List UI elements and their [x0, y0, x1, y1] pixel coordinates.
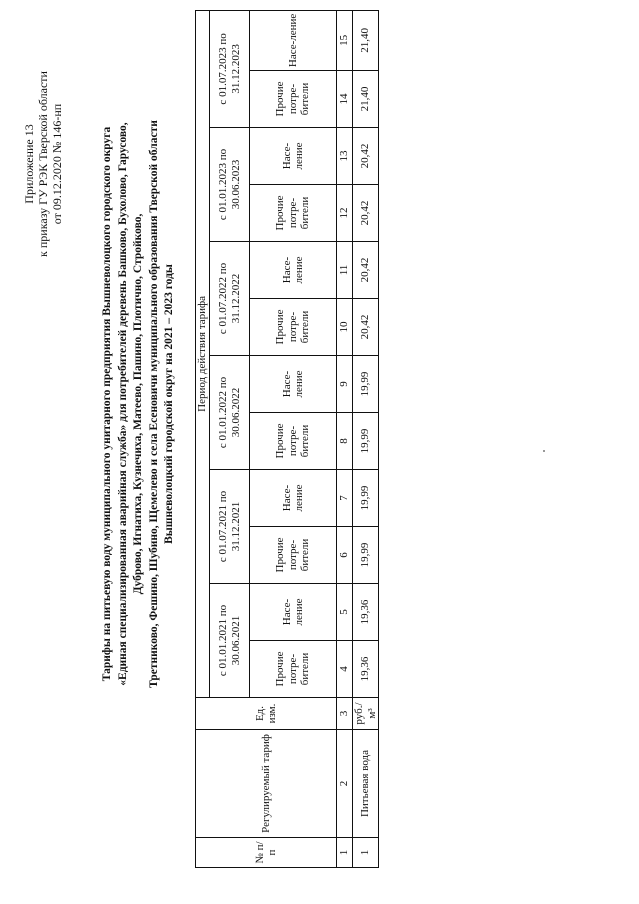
row-value: 19,99	[353, 413, 379, 470]
table-header-row-1	[196, 10, 210, 867]
tariff-table	[195, 10, 379, 868]
col-number: 13	[337, 128, 353, 185]
sub-other: Прочие потре-бители	[250, 413, 337, 470]
appendix-note	[22, 24, 64, 304]
row-value: 19,99	[353, 527, 379, 584]
col-number: 10	[337, 299, 353, 356]
table-row	[353, 10, 379, 867]
appendix-line-1: Приложение 13	[22, 124, 36, 204]
column-number-row	[337, 10, 353, 867]
period-2: с 01.07.2021 по 31.12.2021	[210, 470, 250, 584]
sub-population: Насе-ление	[250, 128, 337, 185]
period-6: с 01.07.2023 по 31.12.2023	[210, 10, 250, 127]
sub-other: Прочие потре-бители	[250, 641, 337, 698]
period-5: с 01.01.2023 по 30.06.2023	[210, 128, 250, 242]
sub-population: Насе-ление	[250, 584, 337, 641]
sub-other: Прочие потре-бители	[250, 71, 337, 128]
period-3: с 01.01.2022 по 30.06.2022	[210, 356, 250, 470]
col-number: 9	[337, 356, 353, 413]
sub-population: Насе-ление	[250, 242, 337, 299]
row-unit: руб./м³	[353, 698, 379, 730]
period-4: с 01.07.2022 по 31.12.2022	[210, 242, 250, 356]
row-value: 19,99	[353, 470, 379, 527]
col-number: 15	[337, 10, 353, 70]
scan-speck	[543, 450, 545, 452]
appendix-line-3: от 09.12.2020 № 146-нп	[50, 103, 64, 225]
appendix-line-2: к приказу ГУ РЭК Тверской области	[36, 71, 50, 257]
row-value: 19,36	[353, 641, 379, 698]
header-unit: Ед. изм.	[196, 698, 337, 730]
header-tariff: Регулируемый тариф	[196, 730, 337, 838]
row-tariff: Питьевая вода	[353, 730, 379, 838]
title-line-2: «Единая специализированная аварийная служба» для потребителей деревень Башково, Бухолово, Гарусово,	[116, 122, 129, 686]
row-value: 21,40	[353, 10, 379, 70]
sub-population: Насе-ление	[250, 10, 337, 70]
sub-other: Прочие потре-бители	[250, 527, 337, 584]
row-value: 21,40	[353, 71, 379, 128]
row-value: 19,36	[353, 584, 379, 641]
sub-population: Насе-ление	[250, 470, 337, 527]
title-line-5: Вышневолоцкий городской округ на 2021 – 2023 годы	[163, 264, 175, 544]
col-number: 1	[337, 838, 353, 868]
col-number: 2	[337, 730, 353, 838]
col-number: 7	[337, 470, 353, 527]
col-number: 4	[337, 641, 353, 698]
col-number: 6	[337, 527, 353, 584]
col-number: 3	[337, 698, 353, 730]
title-line-4: Третниково, Фешино, Шубино, Щемелево и села Есеновичи муниципального образования Тверской области	[147, 120, 160, 688]
row-value: 20,42	[353, 185, 379, 242]
col-number: 14	[337, 71, 353, 128]
header-num: № п/п	[196, 838, 337, 868]
col-number: 12	[337, 185, 353, 242]
sub-other: Прочие потре-бители	[250, 185, 337, 242]
col-number: 11	[337, 242, 353, 299]
row-value: 20,42	[353, 242, 379, 299]
row-value: 20,42	[353, 299, 379, 356]
header-period: Период действия тарифа	[196, 10, 210, 697]
sub-other: Прочие потре-бители	[250, 299, 337, 356]
row-value: 19,99	[353, 356, 379, 413]
document-title	[100, 54, 178, 754]
col-number: 5	[337, 584, 353, 641]
period-1: с 01.01.2021 по 30.06.2021	[210, 584, 250, 698]
col-number: 8	[337, 413, 353, 470]
row-num: 1	[353, 838, 379, 868]
sub-population: Насе-ление	[250, 356, 337, 413]
row-value: 20,42	[353, 128, 379, 185]
title-line-1: Тарифы на питьевую воду муниципального унитарного предприятия Вышневолоцкого городского округа	[101, 126, 113, 682]
title-line-3: Дуброво, Игнатиха, Кузнечиха, Матеево, Пашино, Плотично, Стройково,	[132, 213, 144, 595]
